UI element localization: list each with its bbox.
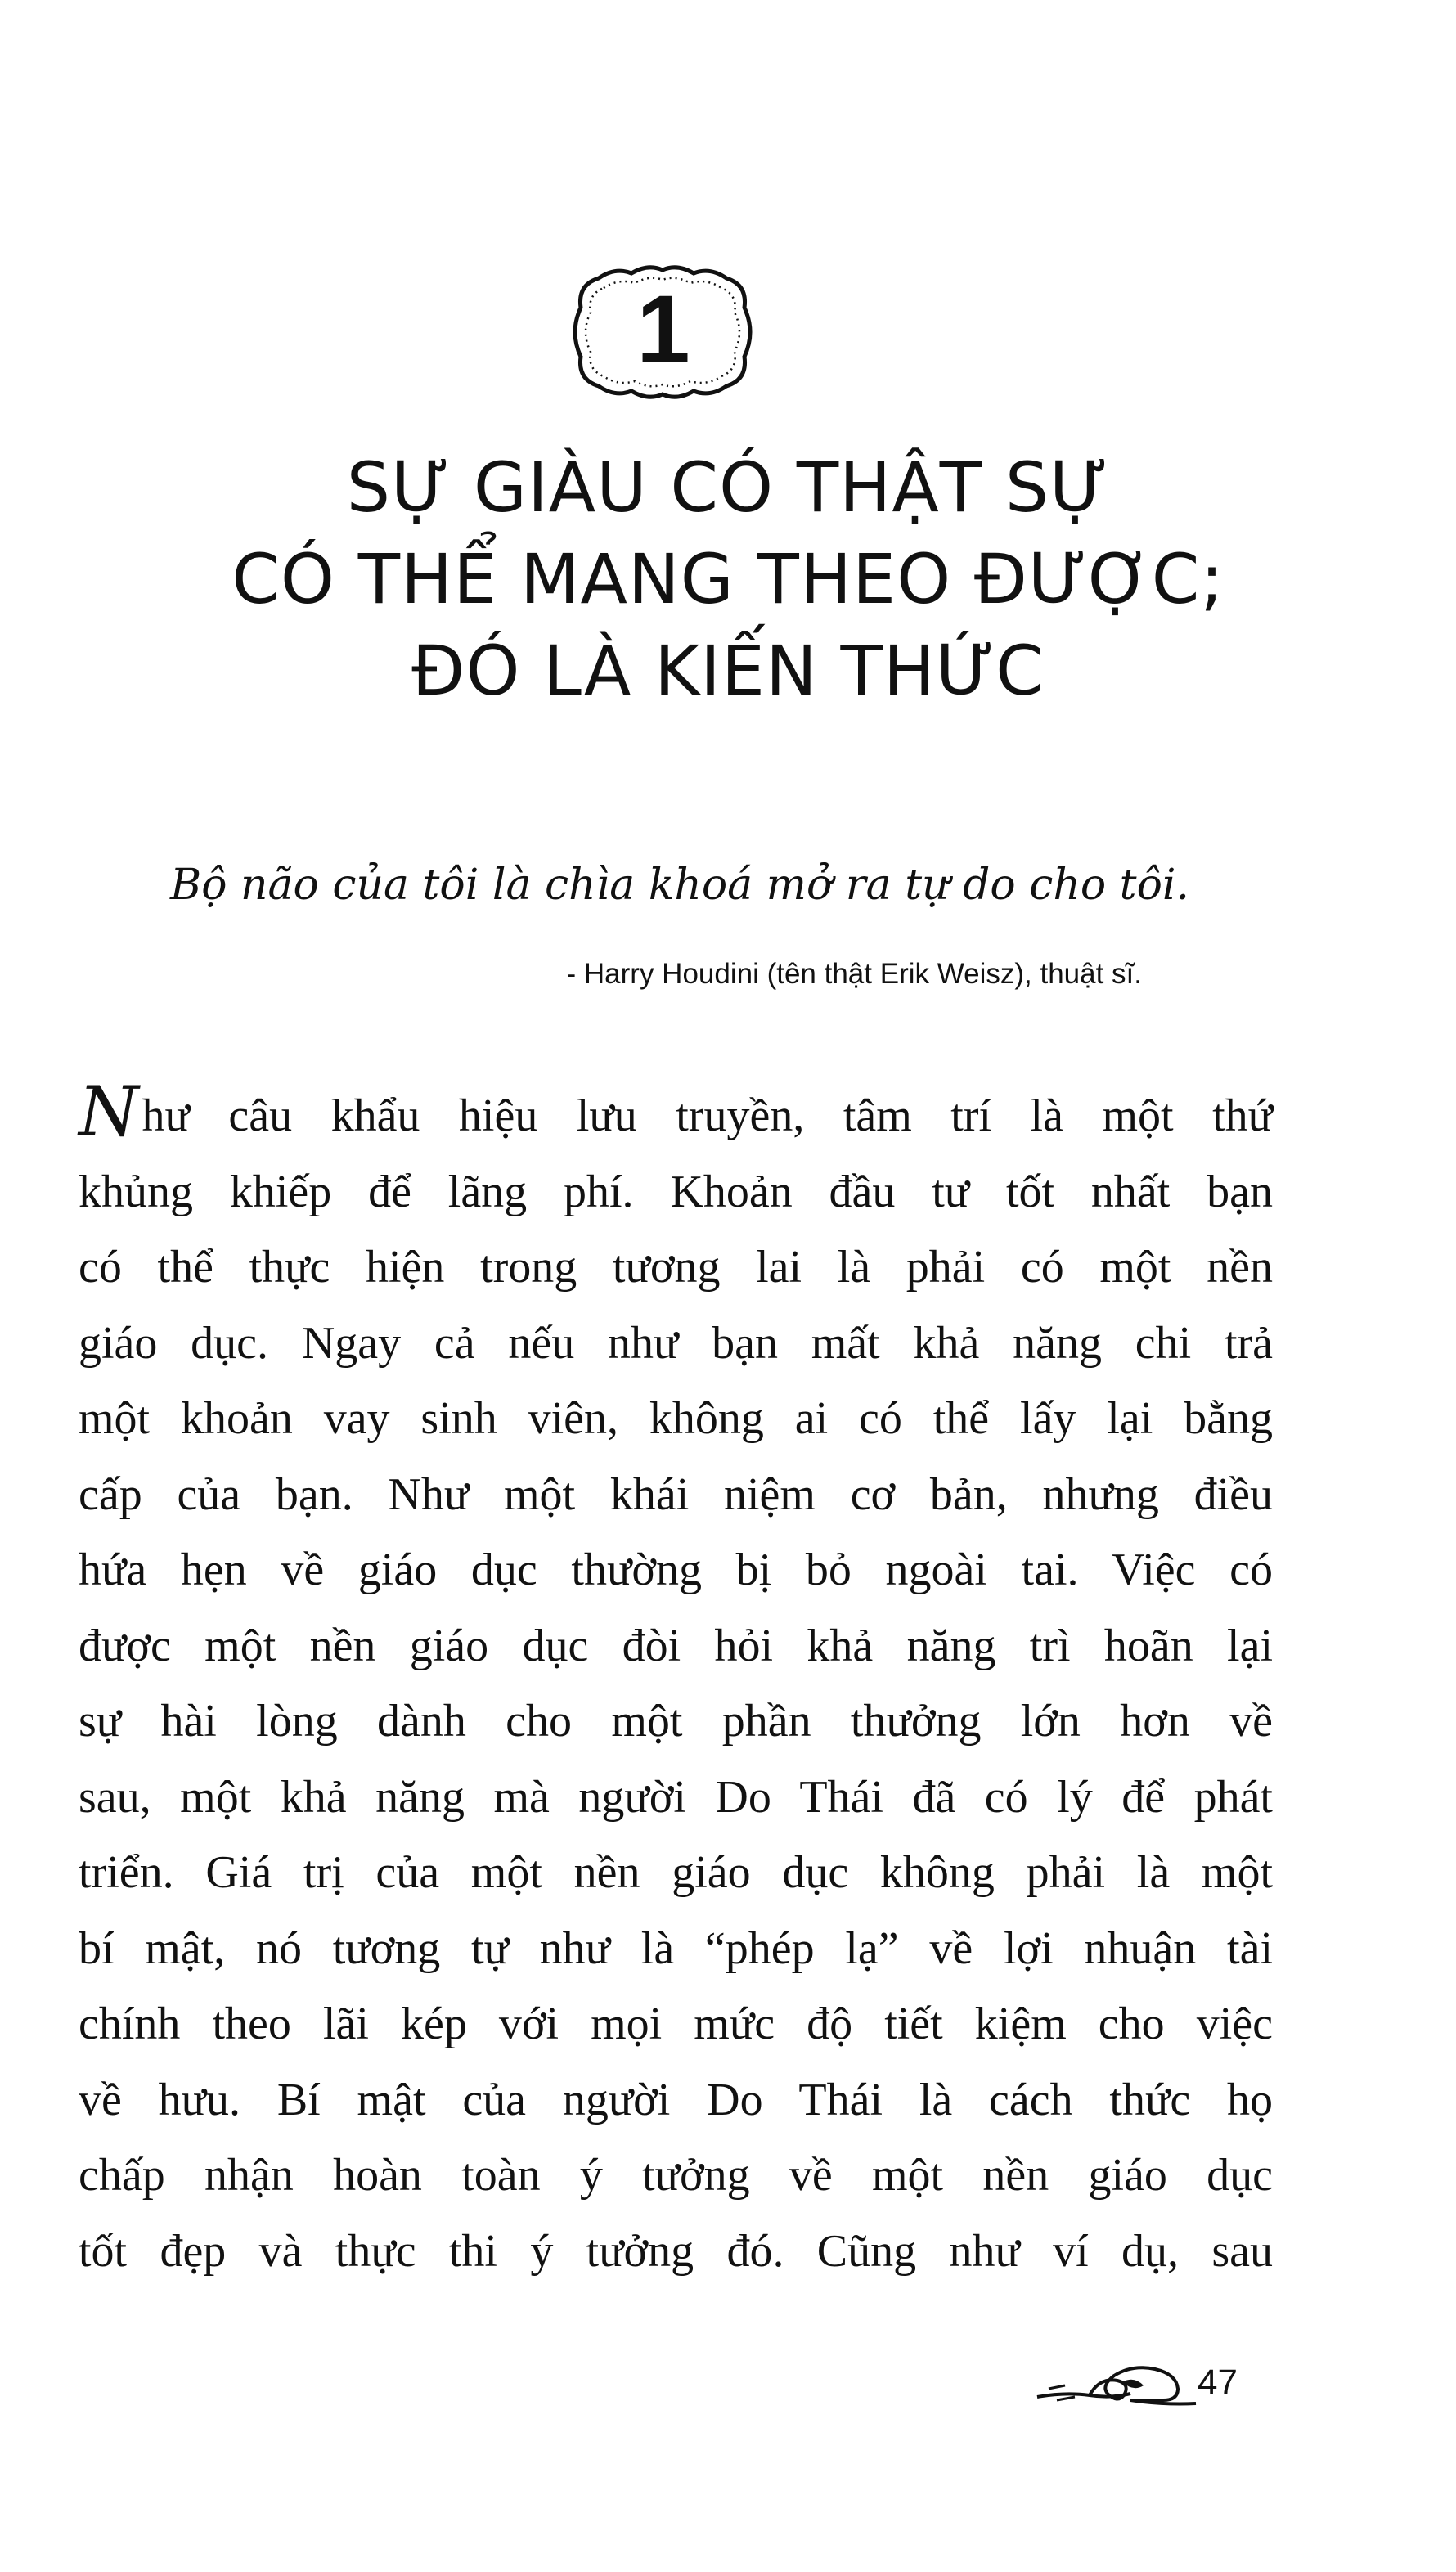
swash-ornament-icon (1032, 2353, 1204, 2410)
body-line: được một nền giáo dục đòi hỏi khả năng trì hoãn lại (79, 1620, 1273, 1671)
chapter-title-line: SỰ GIÀU CÓ THẬT SỰ (346, 447, 1110, 528)
body-line: sự hài lòng dành cho một phần thưởng lớn hơn về (79, 1696, 1273, 1747)
body-line: cấp của bạn. Như một khái niệm cơ bản, nhưng điều (79, 1468, 1273, 1520)
body-line: có thể thực hiện trong tương lai là phải có một nền (79, 1242, 1273, 1293)
body-line: hứa hẹn về giáo dục thường bị bỏ ngoài tai. Việc có (79, 1545, 1273, 1595)
body-line: khủng khiếp để lãng phí. Khoản đầu tư tốt nhất bạn (79, 1166, 1273, 1217)
epigraph-attribution: - Harry Houdini (tên thật Erik Weisz), thuật sĩ. (566, 958, 1142, 990)
chapter-title (164, 442, 1292, 717)
body-line: giáo dục. Ngay cả nếu như bạn mất khả năng chi trả (79, 1317, 1273, 1369)
body-line: triển. Giá trị của một nền giáo dục không phải là một (79, 1847, 1273, 1898)
page-number: 47 (1198, 2363, 1238, 2403)
body-paragraph (79, 1072, 1273, 2289)
body-line: về hưu. Bí mật của người Do Thái là cách thức họ (79, 2074, 1273, 2125)
body-line: bí mật, nó tương tự như là “phép lạ” về lợi nhuận tài (79, 1922, 1273, 1974)
epigraph-quote: Bộ não của tôi là chìa khoá mở ra tự do cho tôi. (170, 861, 1190, 910)
body-line: một khoản vay sinh viên, không ai có thể lấy lại bằng (79, 1393, 1273, 1444)
body-line: chấp nhận hoàn toàn ý tưởng về một nền giáo dục (79, 2150, 1273, 2201)
chapter-title-line: CÓ THỂ MANG THEO ĐƯỢC; (231, 539, 1225, 619)
chapter-title-line: ĐÓ LÀ KIẾN THỨC (411, 631, 1045, 711)
body-line-text: hư câu khẩu hiệu lưu truyền, tâm trí là một thứ (142, 1090, 1273, 1141)
body-line: chính theo lãi kép với mọi mức độ tiết kiệm cho việc (79, 1999, 1273, 2049)
chapter-number: 1 (636, 276, 689, 384)
body-line (79, 1072, 1273, 1154)
body-line: sau, một khả năng mà người Do Thái đã có lý để phát (79, 1771, 1273, 1823)
drop-cap: N (79, 1072, 139, 1152)
chapter-badge (566, 260, 759, 404)
body-line: tốt đẹp và thực thi ý tưởng đó. Cũng như ví dụ, sau (79, 2225, 1273, 2277)
